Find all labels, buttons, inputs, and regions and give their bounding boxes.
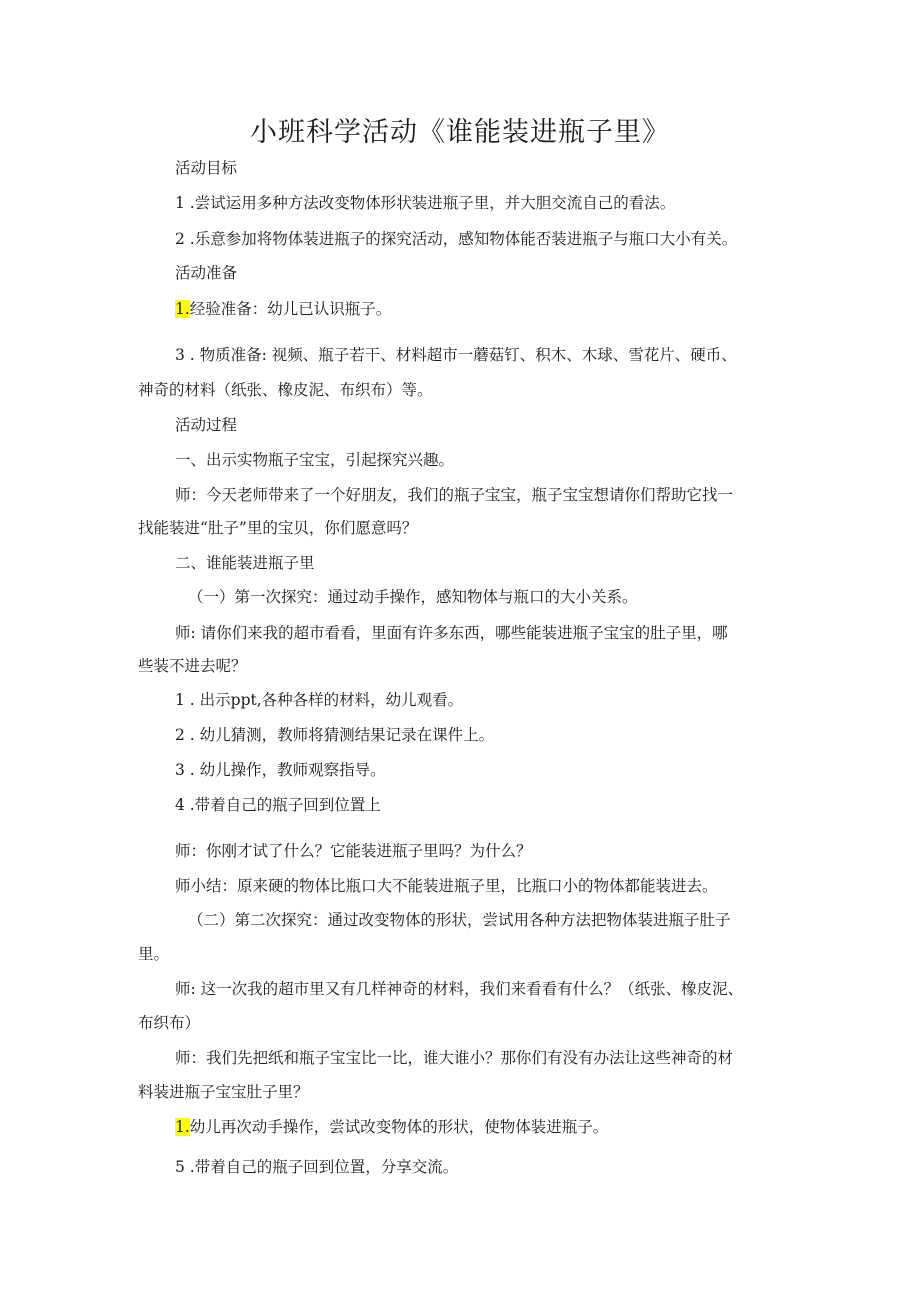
explore-2-line-1: （二）第二次探究：通过改变物体的形状，尝试用各种方法把物体装进瓶子肚子 [188,911,731,929]
section-heading-prep: 活动准备 [175,264,238,282]
list-item-4: 4 .带着自己的瓶子回到位置上 [175,796,381,814]
section-heading-goals: 活动目标 [175,159,238,177]
teacher-line-2a: 师: 请你们来我的超市看看，里面有许多东西，哪些能装进瓶子宝宝的肚子里，哪 [175,624,728,642]
goal-item-2: 2 .乐意参加将物体装进瓶子的探究活动，感知物体能否装进瓶子与瓶口大小有关。 [175,230,738,248]
explore-2-line-2: 里。 [138,945,170,963]
prep-item-3-line-2: 神奇的材料（纸张、橡皮泥、布织布）等。 [138,381,433,399]
list-item-3: 3 . 幼儿操作，教师观察指导。 [175,761,386,779]
highlight-number: 1. [175,1118,190,1136]
step-b1-text: 幼儿再次动手操作，尝试改变物体的形状，使物体装进瓶子。 [189,1118,609,1136]
step-2: 二、谁能装进瓶子里 [175,554,315,572]
teacher-line-5b: 料装进瓶子宝宝肚子里？ [138,1083,309,1101]
section-heading-process: 活动过程 [175,416,238,434]
teacher-line-4b: 布织布） [138,1014,201,1032]
prep-item-3-line-1: 3 . 物质准备: 视频、瓶子若干、材料超市一蘑菇钉、积木、木球、雪花片、硬币、 [175,346,737,364]
explore-1: （一）第一次探究：通过动手操作，感知物体与瓶口的大小关系。 [188,588,638,606]
list-item-1: 1 . 出示ppt,各种各样的材料，幼儿观看。 [175,691,464,709]
step-1: 一、出示实物瓶子宝宝，引起探究兴趣。 [175,451,455,469]
teacher-summary: 师小结：原来硬的物体比瓶口大不能装进瓶子里，比瓶口小的物体都能装进去。 [175,877,718,895]
highlight-number: 1. [175,300,190,318]
goal-item-1: 1 .尝试运用多种方法改变物体形状装进瓶子里，并大胆交流自己的看法。 [175,194,676,212]
teacher-line-2b: 些装不进去呢？ [138,657,247,675]
prep-item-1 [175,299,835,319]
prep-item-1-text: 经验准备：幼儿已认识瓶子。 [189,300,392,318]
list-item-2: 2 . 幼儿猜测，教师将猜测结果记录在课件上。 [175,726,495,744]
teacher-line-4a: 师: 这一次我的超市里又有几样神奇的材料，我们来看看有什么？（纸张、橡皮泥、 [175,980,744,998]
step-b1 [175,1117,835,1137]
step-b5: 5 .带着自己的瓶子回到位置，分享交流。 [175,1158,459,1176]
teacher-line-1a: 师：今天老师带来了一个好朋友，我们的瓶子宝宝，瓶子宝宝想请你们帮助它找一 [175,486,734,504]
teacher-line-5a: 师：我们先把纸和瓶子宝宝比一比，谁大谁小？那你们有没有办法让这些神奇的材 [175,1049,734,1067]
teacher-line-3: 师：你刚才试了什么？它能装进瓶子里吗？为什么？ [175,842,532,860]
teacher-line-1b: 找能装进“肚子”里的宝贝，你们愿意吗？ [138,519,418,537]
document-title: 小班科学活动《谁能装进瓶子里》 [250,117,670,148]
